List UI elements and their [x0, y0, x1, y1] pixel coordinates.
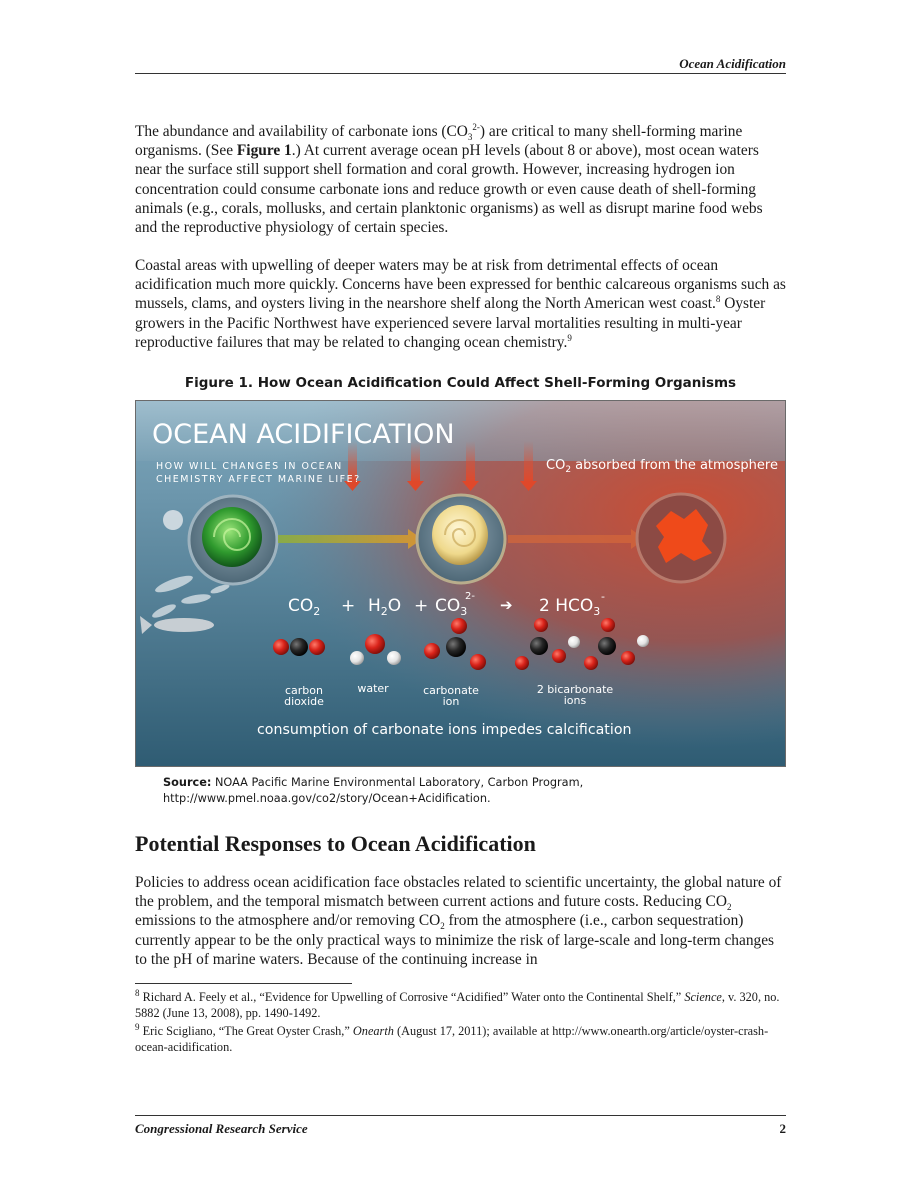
cream-shell-icon — [432, 505, 488, 565]
eq-co3-sup: 2- — [465, 591, 475, 602]
co2-absorbed-sub: 2 — [565, 465, 572, 475]
co2-molecule — [273, 638, 325, 656]
p1-text-c: .) At current average ocean pH levels (about 8 or above), most ocean waters near the surface still support shell formation and coral growth. However, increasing hydrogen ion concentration could consume carbonate ions and reduce growth or even cause death of shell-forming animals (e.g., corals, mollusks, and certain planktonic organisms) as well as disrupt marine food webs and the reproductive physiology of certain species. — [135, 142, 763, 237]
p3-sub-2: 2 — [440, 921, 445, 932]
footnote-ref-8[interactable]: 8 — [715, 294, 721, 305]
footnote-rule — [135, 983, 352, 984]
infographic — [136, 401, 785, 766]
eq-plus-1: + — [341, 596, 356, 616]
eq-hco3: 2 HCO — [539, 596, 594, 616]
footnote-9-number: 9 — [135, 1021, 140, 1032]
section-heading: Potential Responses to Ocean Acidification — [135, 831, 536, 856]
svg-text:2 HCO3 — [539, 596, 600, 618]
p2-text-a: Coastal areas with upwelling of deeper waters may be at risk from detrimental effects of ocean acidification much more quickly. Concerns have been expressed for benthic calcareous organisms such as mussels, clams, and oysters living in the nearshore shelf along the North American west coast. — [135, 257, 786, 313]
footnote-9-text-b: (August 17, 2011); available at http://www.onearth.org/article/oyster-crash-ocean-acidification. — [135, 1024, 769, 1054]
running-head: Ocean Acidification — [679, 56, 786, 71]
co2-drip-3 — [466, 441, 475, 483]
footnote-8-text-b: , v. 320, no. 5882 (June 13, 2008), pp. 1490-1492. — [135, 990, 780, 1020]
page-footer — [135, 1121, 786, 1137]
label-dioxide: dioxide — [284, 695, 324, 708]
figure-reference-link[interactable]: Figure 1 — [236, 142, 292, 160]
eq-h2o-sub: 2 — [380, 605, 388, 618]
paragraph-carbonate-ions — [135, 122, 786, 237]
footnotes — [135, 987, 786, 1058]
footnote-9-text-a: Eric Scigliano, “The Great Oyster Crash,” — [139, 1024, 353, 1038]
footnote-8-number: 8 — [135, 987, 140, 998]
p1-subscript: 3 — [467, 132, 473, 143]
eq-co3: CO — [435, 596, 461, 616]
co2-absorbed-suffix: absorbed from the atmosphere — [571, 458, 778, 473]
page-number: 2 — [779, 1121, 786, 1136]
eq-hco3-sup: - — [601, 590, 605, 603]
label-carbon: carbon — [285, 684, 323, 697]
p3-text-c: from the atmosphere (i.e., carbon sequestration) currently appear to be the only practical ways to minimize the risk of large-scale and long-term changes to the pH of marine waters. Because of the continuing increase in — [135, 912, 775, 968]
eq-hco3-sub: 3 — [593, 605, 601, 618]
figure-caption: Figure 1. How Ocean Acidification Could Affect Shell-Forming Organisms — [184, 375, 737, 391]
footnote-8-text-a: Richard A. Feely et al., “Evidence for Upwelling of Corrosive “Acidified” Water onto the Continental Shelf,” — [139, 990, 685, 1004]
p2-text-b: Oyster growers in the Pacific Northwest have experienced severe larval mortalities resulting in multi-year reproductive failures that may be related to changing ocean chemistry. — [135, 295, 766, 351]
p1-text-a: The abundance and availability of carbonate ions (CO — [135, 123, 468, 140]
eq-co2: CO — [288, 596, 314, 616]
p3-text-b: emissions to the atmosphere and/or removing CO — [135, 912, 441, 930]
source-text: NOAA Pacific Marine Environmental Laboratory, Carbon Program, http://www.pmel.noaa.gov/co2/story/Ocean+Acidification. — [163, 776, 584, 805]
eq-h: H — [368, 596, 381, 616]
p1-superscript: 2- — [472, 121, 480, 132]
footnote-8-journal: Science — [684, 990, 722, 1004]
label-ion: ion — [442, 695, 460, 708]
p1-text-b: ) are critical to many shell-forming marine organisms. (See — [135, 123, 743, 160]
footnote-8 — [135, 987, 786, 1021]
co2-absorbed-prefix: CO — [546, 458, 566, 473]
label-carbonate: carbonate — [423, 684, 479, 697]
p3-text-a: Policies to address ocean acidification face obstacles related to scientific uncertainty, the global nature of the problem, and the temporal mismatch between current actions and future costs. Reducing CO — [135, 874, 782, 911]
footer-org: Congressional Research Service — [135, 1121, 308, 1136]
eq-co2-sub: 2 — [313, 605, 321, 618]
footnote-9-publication: Onearth — [352, 1024, 394, 1038]
footnote-9 — [135, 1021, 786, 1055]
plankton-icon — [163, 510, 183, 530]
p3-sub-1: 2 — [726, 902, 732, 913]
ocean-acidification-figure — [135, 400, 786, 767]
co2-absorbed-label — [546, 458, 778, 475]
label-water: water — [357, 682, 389, 695]
figure-source — [163, 775, 773, 807]
co2-drip-4 — [524, 441, 533, 483]
figure-subtitle-2: CHEMISTRY AFFECT MARINE LIFE? — [156, 474, 361, 485]
figure-bottom-text: consumption of carbonate ions impedes calcification — [257, 722, 632, 738]
green-shell-icon — [202, 507, 262, 567]
label-2-bicarbonate: 2 bicarbonate — [536, 683, 614, 696]
eq-co3-sub: 3 — [460, 605, 468, 618]
source-label: Source: — [163, 776, 212, 789]
paragraph-policy-responses — [135, 873, 786, 969]
label-ions: ions — [563, 694, 587, 707]
footer-rule — [135, 1115, 786, 1116]
paragraph-coastal-upwelling — [135, 256, 786, 352]
eq-plus-2: + — [414, 596, 429, 616]
figure-title: OCEAN ACIDIFICATION — [152, 419, 455, 450]
eq-arrow: ➔ — [500, 596, 513, 614]
figure-subtitle-1: HOW WILL CHANGES IN OCEAN — [156, 461, 343, 472]
eq-o: O — [387, 596, 402, 616]
header-rule — [135, 73, 786, 74]
footnote-ref-9[interactable]: 9 — [567, 332, 572, 343]
